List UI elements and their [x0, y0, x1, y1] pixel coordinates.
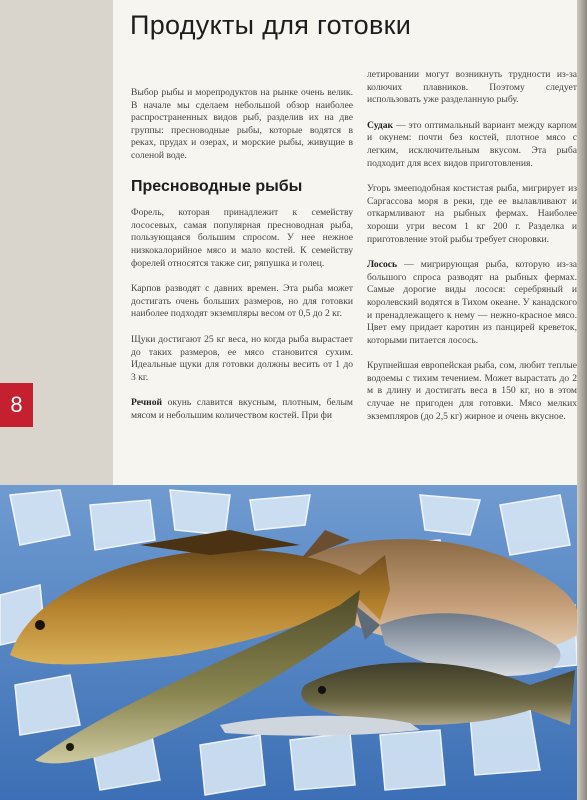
perch-bold: Речной	[131, 397, 163, 409]
page-number-tab: 8	[0, 383, 33, 427]
zander-text: — это оптимальный вариант между карпом и окунем: почти без костей, плотное мясо с легким, исключительным вкусом. Эта рыба подходит для всех видов приготовления.	[367, 119, 577, 169]
text-column-left	[131, 87, 353, 435]
book-spine	[577, 0, 587, 800]
salmon-text: — мигрирующая рыба, которую из-за большого спроса разводят на рыбных фермах. Самые дорогие виды лосося: серебряный и королевский водятся в Тихом океане. У канадского и пренадлежащего к нему — нежно-красное мясо. Цвет ему придает каротин из панцирей креветок, которыми питается лосось.	[367, 259, 577, 346]
text-column-right	[367, 69, 577, 436]
page-title: Продукты для готовки	[130, 10, 412, 40]
salmon-paragraph	[367, 259, 577, 347]
perch-text: окунь славится вкусным, плотным, белым мясом и небольшим количеством костей. При фи	[131, 397, 353, 421]
trout-paragraph: Форель, которая принадлежит к семейству лососевых, самая популярная пресноводная рыба, пользующаяся большим спросом. У нее нежное низкокалорийное мясо и мало костей. К семейству форелей относятся также сиг, ряпушка и голец.	[131, 207, 353, 269]
carp-paragraph: Карпов разводят с давних времен. Эта рыба может достигать очень больших размеров, но для готовки наиболее подходят экземпляры весом от 0,5 до 2 кг.	[131, 283, 353, 320]
catfish-paragraph: Крупнейшая европейская рыба, сом, любит теплые водоемы с тихим течением. Может вырастать до 2 м в длину и достигать веса в 150 кг, но в этом случае не пригоден для готовки. Мясо мелких экземпляров (до 2,5 кг) жирное и очень вкусное.	[367, 360, 577, 422]
section-heading: Пресноводные рыбы	[131, 177, 303, 195]
eel-paragraph: Угорь змееподобная костистая рыба, мигрирует из Саргассова моря в реки, где ее вылавливают и откармливают на рыбных фермах. Наиболее хороши угри весом 1 кг 200 г. Разделка и приготовление этой рыбы требует сноровки.	[367, 183, 577, 245]
pike-paragraph: Щуки достигают 25 кг веса, но когда рыба вырастает до таких размеров, ее мясо становится сухим. Идеальные щуки для готовки должны весить от 1 до 3 кг.	[131, 333, 353, 383]
intro-paragraph: Выбор рыбы и морепродуктов на рынке очень велик. В начале мы сделаем небольшой обзор наиболее распространенных видов рыб, разделив их на две группы: пресноводные рыбы, которые водятся в реках, прудах и озерах, и морские рыбы, живущие в соленой воде.	[131, 87, 353, 161]
fish-photo-illustration	[0, 485, 577, 800]
salmon-bold: Лосось	[367, 259, 398, 271]
fish-on-ice-photo	[0, 485, 577, 800]
zander-bold: Судак	[367, 119, 394, 131]
perch-paragraph	[131, 397, 353, 422]
perch-continued-paragraph: летировании могут возникнуть трудности из-за колючих плавников. Поэтому следует использовать уже разделанную рыбу.	[367, 69, 577, 106]
zander-paragraph	[367, 120, 577, 170]
